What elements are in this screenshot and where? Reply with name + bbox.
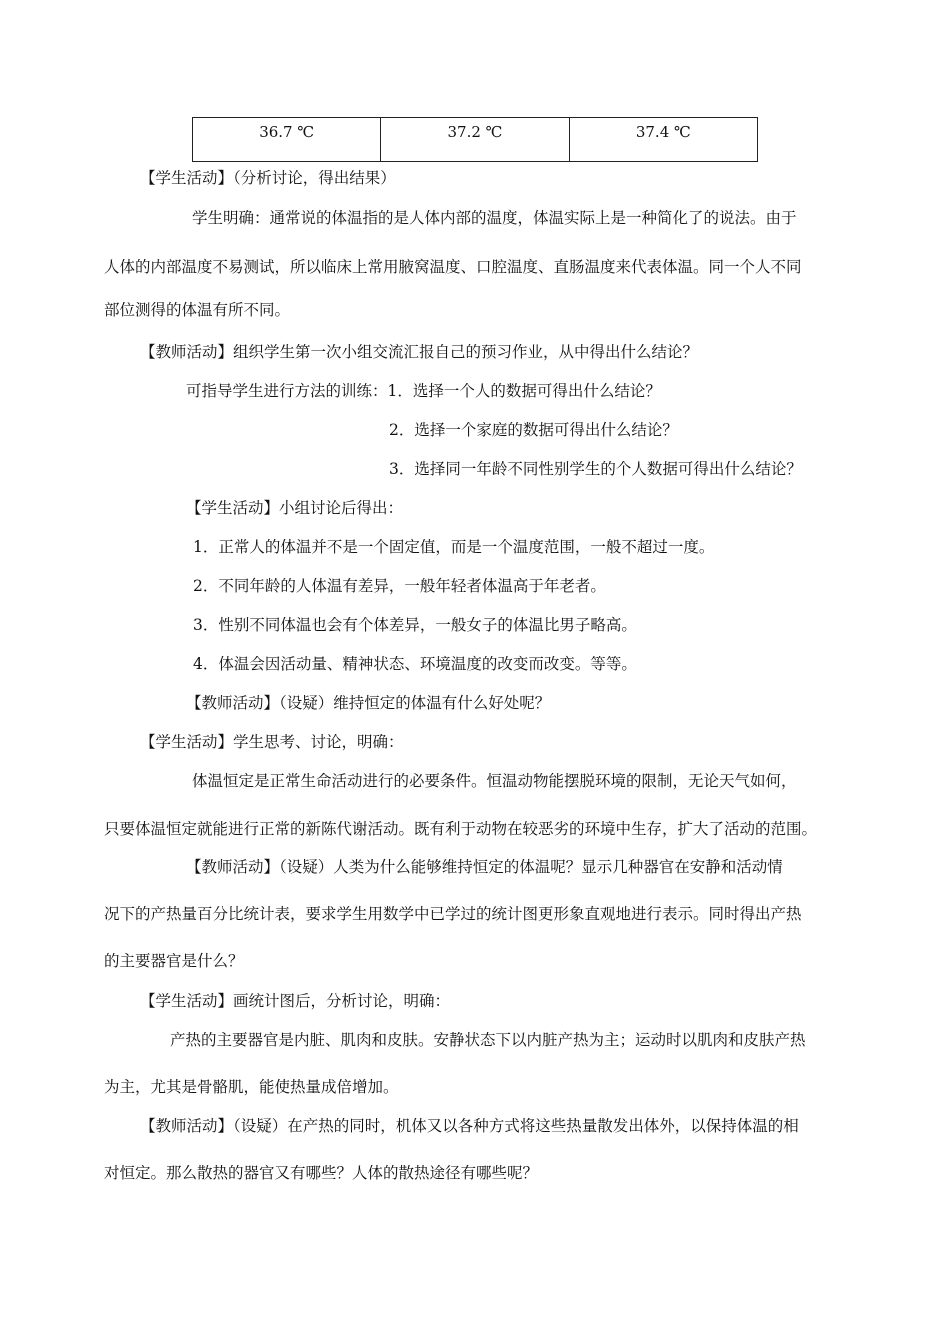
table-row xyxy=(193,118,758,162)
paragraph-line: 产热的主要器官是内脏、肌肉和皮肤。安静状态下以内脏产热为主；运动时以肌肉和皮肤产热 xyxy=(170,1031,806,1049)
heading-student-activity: 【学生活动】学生思考、讨论，明确： xyxy=(140,733,404,751)
list-item: 1．正常人的体温并不是一个固定值，而是一个温度范围，一般不超过一度。 xyxy=(193,538,715,556)
list-item: 4．体温会因活动量、精神状态、环境温度的改变而改变。等等。 xyxy=(193,655,637,673)
paragraph-line: 只要体温恒定就能进行正常的新陈代谢活动。既有利于动物在较恶劣的环境中生存，扩大了活动的范围。 xyxy=(104,820,818,838)
heading-teacher-activity: 【教师活动】（设疑）在产热的同时，机体又以各种方式将这些热量散发出体外，以保持体温的相 xyxy=(140,1117,799,1135)
paragraph-line: 部位测得的体温有所不同。 xyxy=(104,301,291,319)
table-cell: 37.4 ℃ xyxy=(569,118,757,162)
list-item: 2．不同年龄的人体温有差异，一般年轻者体温高于年老者。 xyxy=(193,577,606,595)
method-line: 2．选择一个家庭的数据可得出什么结论？ xyxy=(389,421,678,439)
method-line: 3．选择同一年龄不同性别学生的个人数据可得出什么结论？ xyxy=(389,460,802,478)
heading-teacher-activity: 【教师活动】组织学生第一次小组交流汇报自己的预习作业，从中得出什么结论？ xyxy=(140,343,699,361)
table-cell: 37.2 ℃ xyxy=(381,118,569,162)
paragraph-line: 体温恒定是正常生命活动进行的必要条件。恒温动物能摆脱环境的限制，无论天气如何， xyxy=(192,772,797,790)
heading-teacher-activity: 【教师活动】（设疑）维持恒定的体温有什么好处呢？ xyxy=(186,694,551,712)
heading-student-activity: 【学生活动】小组讨论后得出： xyxy=(186,499,404,517)
paragraph-line: 况下的产热量百分比统计表，要求学生用数学中已学过的统计图更形象直观地进行表示。同时得出产热 xyxy=(104,905,802,923)
paragraph-line: 的主要器官是什么？ xyxy=(104,952,244,970)
heading-teacher-activity: 【教师活动】（设疑）人类为什么能够维持恒定的体温呢？显示几种器官在安静和活动情 xyxy=(186,858,783,876)
method-line: 可指导学生进行方法的训练：1．选择一个人的数据可得出什么结论？ xyxy=(186,382,661,400)
paragraph-line: 学生明确：通常说的体温指的是人体内部的温度，体温实际上是一种简化了的说法。由于 xyxy=(192,209,797,227)
heading-student-activity: 【学生活动】画统计图后，分析讨论，明确： xyxy=(140,992,451,1010)
paragraph-line: 人体的内部温度不易测试，所以临床上常用腋窝温度、口腔温度、直肠温度来代表体温。同一个人不同 xyxy=(104,258,802,276)
list-item: 3．性别不同体温也会有个体差异，一般女子的体温比男子略高。 xyxy=(193,616,637,634)
paragraph-line: 对恒定。那么散热的器官又有哪些？人体的散热途径有哪些呢？ xyxy=(104,1164,539,1182)
paragraph-line: 为主，尤其是骨骼肌，能使热量成倍增加。 xyxy=(104,1078,399,1096)
temperature-table xyxy=(192,117,758,162)
table-cell: 36.7 ℃ xyxy=(193,118,381,162)
heading-student-activity: 【学生活动】（分析讨论，得出结果） xyxy=(140,169,396,187)
